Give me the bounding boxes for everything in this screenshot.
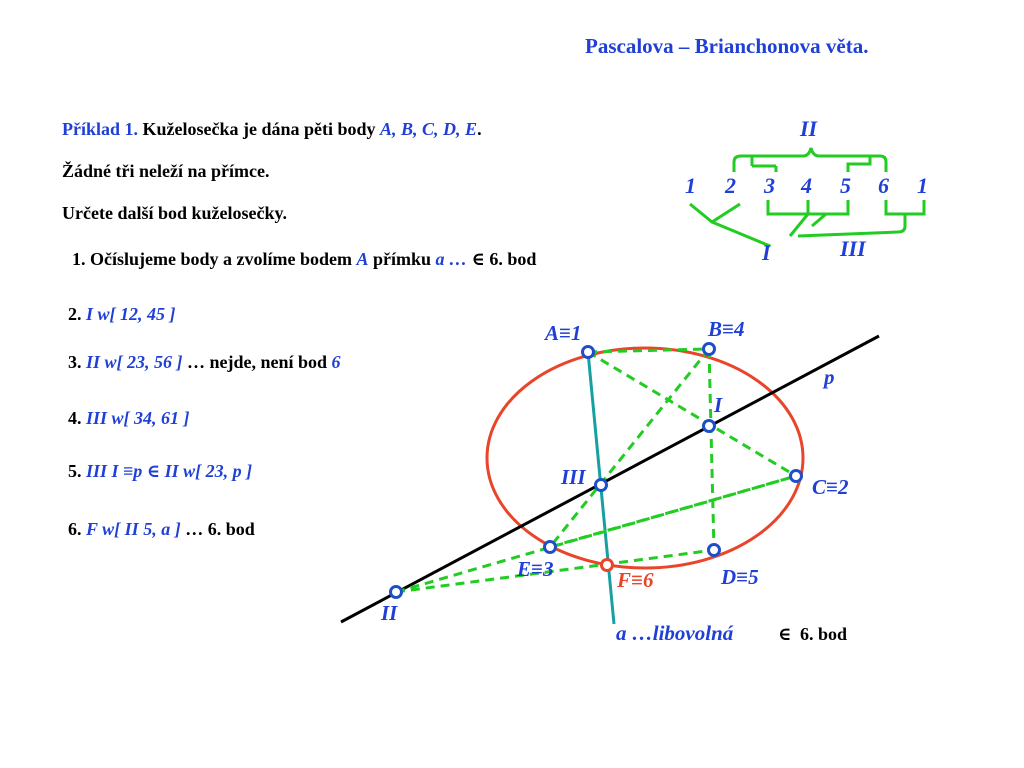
example-period: . (477, 119, 482, 139)
scheme-bottom-left-label: I (762, 240, 771, 265)
scheme-bottom-right-label: III (840, 236, 866, 261)
example-points: A, B, C, D, E (380, 119, 478, 139)
scheme-top-inner-right (848, 156, 870, 172)
example-text: Kuželosečka je dána pěti body (142, 119, 376, 139)
step-1-line: a … (435, 249, 468, 269)
point-F (602, 560, 613, 571)
dashed-B-D (709, 349, 714, 550)
step-1-member: ∈ (471, 249, 485, 269)
point-B (704, 344, 715, 355)
point-D (709, 545, 720, 556)
step-3-rest: … nejde, není bod (187, 352, 328, 372)
step-4-num: 4. (68, 408, 82, 428)
example-line-2: Žádné tři neleží na přímce. (62, 161, 270, 181)
dashed-II-D (396, 550, 714, 592)
scheme-top-brace (734, 148, 886, 172)
point-E (545, 542, 556, 553)
label-a-suffix: 6. bod (800, 624, 848, 644)
pairing-scheme (685, 116, 928, 265)
step-2-num: 2. (68, 304, 82, 324)
scheme-num-5: 5 (840, 173, 851, 198)
scheme-num-6: 6 (878, 173, 889, 198)
label-B: B≡4 (708, 317, 745, 341)
label-a: a …libovolná (616, 621, 734, 645)
label-III: III (561, 465, 586, 489)
scheme-top-label: II (800, 116, 818, 141)
step-1-suffix: 6. bod (489, 249, 537, 269)
step-1-prefix: 1. Očíslujeme body a zvolíme bodem (72, 249, 352, 269)
dashed-B-E (550, 349, 709, 547)
scheme-num-2: 2 (725, 173, 736, 198)
point-I (704, 421, 715, 432)
step-3-num: 3. (68, 352, 82, 372)
scheme-num-1a: 1 (685, 173, 696, 198)
point-A (583, 347, 594, 358)
label-A: A≡1 (545, 321, 582, 345)
dashed-A-C (588, 352, 796, 476)
step-3-six: 6 (331, 352, 341, 372)
label-C: C≡2 (812, 475, 849, 499)
label-I: I (714, 393, 723, 417)
points (391, 344, 802, 598)
point-III (596, 480, 607, 491)
point-C (791, 471, 802, 482)
step-1-mid: přímku (373, 249, 432, 269)
label-II: II (381, 601, 398, 625)
step-2-expr: I w[ 12, 45 ] (86, 304, 176, 324)
point-II (391, 587, 402, 598)
scheme-num-3: 3 (764, 173, 775, 198)
step-6-rest: … 6. bod (185, 519, 255, 539)
scheme-num-4: 4 (801, 173, 812, 198)
label-F: F≡6 (617, 568, 654, 592)
step-1-point: A (356, 249, 369, 269)
label-D: D≡5 (721, 565, 759, 589)
example-label: Příklad 1. (62, 119, 139, 139)
slide-title: Pascalova – Brianchonova věta. (585, 34, 869, 58)
scheme-top-inner-left (752, 156, 776, 172)
scheme-num-1b: 1 (917, 173, 928, 198)
step-6-num: 6. (68, 519, 82, 539)
step-6-expr: F w[ II 5, a ] (86, 519, 181, 539)
step-3-expr: II w[ 23, 56 ] (86, 352, 183, 372)
label-p: p (824, 365, 835, 389)
conic-ellipse (487, 348, 803, 568)
step-5-expr: III I ≡p ∈ II w[ 23, p ] (86, 461, 253, 481)
dashed-lines (396, 349, 796, 592)
step-5-num: 5. (68, 461, 82, 481)
scheme-bottom-bracket-61 (798, 200, 924, 236)
step-4-expr: III w[ 34, 61 ] (86, 408, 190, 428)
scheme-bottom-bracket-45 (808, 200, 848, 226)
label-a-member: ∈ (778, 624, 792, 644)
scheme-bottom-bracket-34 (768, 200, 808, 236)
example-line-3: Určete další bod kuželosečky. (62, 203, 287, 223)
scheme-bottom-bracket-I (690, 204, 770, 246)
label-E: E≡3 (517, 557, 554, 581)
